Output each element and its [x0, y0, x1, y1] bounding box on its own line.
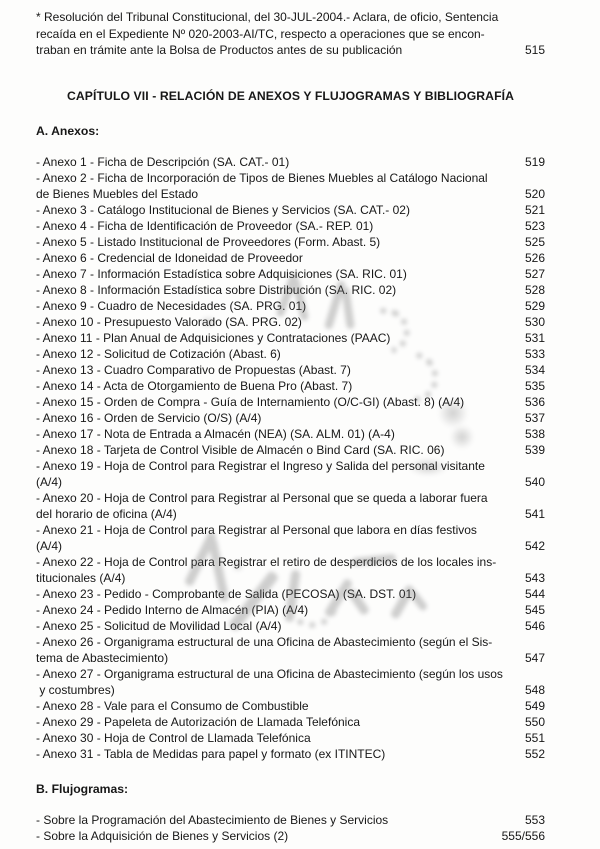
toc-entry-line: y costumbres)	[36, 682, 115, 697]
toc-entry	[36, 634, 545, 666]
page-number: 540	[524, 474, 545, 489]
toc-entry	[36, 330, 545, 346]
toc-entry	[36, 362, 545, 378]
page-number: 553	[524, 812, 545, 827]
toc-entry-line: - Anexo 6 - Credencial de Idoneidad de Proveedor	[36, 250, 303, 265]
toc-entry-text	[36, 346, 545, 362]
page-content	[36, 9, 545, 844]
page-number: 538	[524, 426, 545, 441]
toc-entry	[36, 378, 545, 394]
toc-entry-line: - Anexo 14 - Acta de Otorgamiento de Buena Pro (Abast. 7)	[36, 378, 353, 393]
toc-entry-text	[36, 730, 545, 746]
toc-entry	[36, 522, 545, 554]
toc-entry-text	[36, 828, 545, 844]
toc-entry-text	[36, 202, 545, 218]
toc-entry	[36, 410, 545, 426]
toc-entry	[36, 170, 545, 202]
page-number: 530	[524, 314, 545, 329]
toc-entry-line: - Anexo 7 - Información Estadística sobre Adquisiciones (SA. RIC. 01)	[36, 266, 407, 281]
page-number: 536	[524, 394, 545, 409]
toc-entry-line: - Anexo 22 - Hoja de Control para Registrar el retiro de desperdicios de los locales ins-	[36, 554, 497, 569]
page-number: 539	[524, 442, 545, 457]
toc-entry-text	[36, 666, 545, 698]
toc-entry-text	[36, 362, 545, 378]
toc-entry-text	[36, 490, 545, 522]
toc-entry-line: - Anexo 10 - Presupuesto Valorado (SA. PRG. 02)	[36, 314, 302, 329]
toc-entry	[36, 426, 545, 442]
toc-entry-text	[36, 586, 545, 602]
toc-section	[36, 123, 545, 762]
page-number: 552	[524, 746, 545, 761]
toc-entry	[36, 250, 545, 266]
page-number: 527	[524, 266, 545, 281]
toc-entry-text	[36, 314, 545, 330]
toc-entry-line: - Anexo 17 - Nota de Entrada a Almacén (NEA) (SA. ALM. 01) (A-4)	[36, 426, 395, 441]
page-number: 523	[524, 218, 545, 233]
toc-entry	[36, 218, 545, 234]
toc-entry-line: - Anexo 21 - Hoja de Control para Registrar al Personal que labora en días festivos	[36, 522, 477, 537]
footnote-line: traban en trámite ante la Bolsa de Productos antes de su publicación	[36, 43, 403, 57]
toc-entry-text	[36, 154, 545, 170]
toc-entry-text	[36, 618, 545, 634]
toc-entry	[36, 828, 545, 844]
chapter-heading: CAPÍTULO VII - RELACIÓN DE ANEXOS Y FLUJOGRAMAS Y BIBLIOGRAFÍA	[66, 88, 515, 103]
page-number: 549	[524, 698, 545, 713]
toc-entry	[36, 202, 545, 218]
toc-entry-text	[36, 298, 545, 314]
toc-entry	[36, 602, 545, 618]
page-number: 537	[524, 410, 545, 425]
toc-entry-line: - Anexo 9 - Cuadro de Necesidades (SA. PRG. 01)	[36, 298, 307, 313]
toc-entry-line: (A/4)	[36, 474, 63, 489]
section-heading: A. Anexos:	[36, 123, 100, 138]
toc-list	[36, 154, 545, 762]
page-number: 535	[524, 378, 545, 393]
page-number: 528	[524, 282, 545, 297]
toc-entry-text	[36, 266, 545, 282]
page-number: 544	[524, 586, 545, 601]
toc-entry	[36, 394, 545, 410]
page-number: 543	[524, 570, 545, 585]
toc-entry-line: - Anexo 23 - Pedido - Comprobante de Salida (PECOSA) (SA. DST. 01)	[36, 586, 417, 601]
toc-entry	[36, 618, 545, 634]
footnote-entry	[36, 9, 545, 59]
toc-entry-text	[36, 458, 545, 490]
toc-entry-line: - Anexo 11 - Plan Anual de Adquisiciones y Contrataciones (PAAC)	[36, 330, 391, 345]
toc-entry-line: - Anexo 26 - Organigrama estructural de una Oficina de Abastecimiento (según el Sis-	[36, 634, 493, 649]
toc-entry-text	[36, 812, 545, 828]
page-number: 521	[524, 202, 545, 217]
toc-entry-text	[36, 330, 545, 346]
toc-entry	[36, 442, 545, 458]
toc-entry	[36, 554, 545, 586]
footnote-line: * Resolución del Tribunal Constitucional, del 30-JUL-2004.- Aclara, de oficio, Sentencia	[36, 10, 499, 24]
toc-entry-text	[36, 554, 545, 586]
toc-entry-line: del horario de oficina (A/4)	[36, 506, 177, 521]
toc-entry-line: - Anexo 15 - Orden de Compra - Guía de Internamiento (O/C-GI) (Abast. 8) (A/4)	[36, 394, 465, 409]
toc-entry	[36, 314, 545, 330]
toc-entry-text	[36, 394, 545, 410]
toc-entry	[36, 666, 545, 698]
toc-entry	[36, 282, 545, 298]
page-number: 548	[524, 682, 545, 697]
toc-entry-text	[36, 282, 545, 298]
footnote-line: recaída en el Expediente Nº 020-2003-AI/TC, respecto a operaciones que se encon-	[36, 26, 485, 41]
page-number: 526	[524, 250, 545, 265]
toc-entry-line: - Anexo 5 - Listado Institucional de Proveedores (Form. Abast. 5)	[36, 234, 381, 249]
page-number: 519	[524, 154, 545, 169]
toc-entry-line: - Anexo 20 - Hoja de Control para Registrar al Personal que se queda a laborar fuera	[36, 490, 488, 505]
toc-entry	[36, 714, 545, 730]
toc-entry-line: - Anexo 1 - Ficha de Descripción (SA. CAT.- 01)	[36, 154, 290, 169]
page-number: 531	[524, 330, 545, 345]
toc-entry-line: - Anexo 8 - Información Estadística sobre Distribución (SA. RIC. 02)	[36, 282, 397, 297]
toc-entry	[36, 266, 545, 282]
page-number: 547	[524, 650, 545, 665]
toc-section	[36, 781, 545, 844]
toc-entry-line: - Anexo 3 - Catálogo Institucional de Bienes y Servicios (SA. CAT.- 02)	[36, 202, 410, 217]
toc-entry-line: - Anexo 4 - Ficha de Identificación de Proveedor (SA.- REP. 01)	[36, 218, 374, 233]
toc-entry-line: - Anexo 31 - Tabla de Medidas para papel y formato (ex ITINTEC)	[36, 746, 386, 761]
toc-entry-line: - Anexo 25 - Solicitud de Movilidad Local (A/4)	[36, 618, 282, 633]
page-number: 541	[524, 506, 545, 521]
toc-entry-line: - Anexo 13 - Cuadro Comparativo de Propuestas (Abast. 7)	[36, 362, 351, 377]
toc-entry-line: - Anexo 30 - Hoja de Control de Llamada Telefónica	[36, 730, 311, 745]
toc-entry-line: - Anexo 27 - Organigrama estructural de una Oficina de Abastecimiento (según los usos	[36, 666, 503, 681]
toc-entry-line: - Sobre la Programación del Abastecimiento de Bienes y Servicios	[36, 812, 389, 827]
toc-entry-line: - Anexo 12 - Solicitud de Cotización (Abast. 6)	[36, 346, 281, 361]
toc-entry	[36, 346, 545, 362]
toc-entry-line: - Anexo 19 - Hoja de Control para Registrar el Ingreso y Salida del personal visitante	[36, 458, 485, 473]
page-number: 550	[524, 714, 545, 729]
toc-entry	[36, 746, 545, 762]
toc-entry-text	[36, 714, 545, 730]
toc-entry-text	[36, 170, 545, 202]
page-number: 551	[524, 730, 545, 745]
toc-entry-text	[36, 698, 545, 714]
toc-entry	[36, 586, 545, 602]
toc-entry-text	[36, 250, 545, 266]
toc-entry-line: - Sobre la Adquisición de Bienes y Servicios (2)	[36, 828, 289, 843]
page-number: 529	[524, 298, 545, 313]
toc-entry-line: de Bienes Muebles del Estado	[36, 186, 199, 201]
toc-entry	[36, 698, 545, 714]
toc-entry-line: (A/4)	[36, 538, 63, 553]
toc-entry-line: - Anexo 24 - Pedido Interno de Almacén (PIA) (A/4)	[36, 602, 309, 617]
page-number: 555/556	[501, 828, 545, 843]
page-number: 533	[524, 346, 545, 361]
section-heading: B. Flujogramas:	[36, 781, 129, 796]
toc-entry	[36, 812, 545, 828]
toc-entry-line: - Anexo 2 - Ficha de Incorporación de Tipos de Bienes Muebles al Catálogo Nacional	[36, 170, 488, 185]
toc-entry-line: tema de Abastecimiento)	[36, 650, 169, 665]
toc-entry-text	[36, 634, 545, 666]
toc-entry-line: - Anexo 18 - Tarjeta de Control Visible de Almacén o Bind Card (SA. RIC. 06)	[36, 442, 445, 457]
toc-entry-text	[36, 746, 545, 762]
page-number: 515	[524, 43, 545, 57]
toc-entry-text	[36, 234, 545, 250]
toc-entry-text	[36, 218, 545, 234]
toc-entry-text	[36, 378, 545, 394]
page-number: 545	[524, 602, 545, 617]
toc-entry	[36, 730, 545, 746]
toc-list	[36, 812, 545, 844]
page-number: 520	[524, 186, 545, 201]
page-number: 546	[524, 618, 545, 633]
toc-entry	[36, 458, 545, 490]
toc-entry	[36, 298, 545, 314]
toc-entry	[36, 234, 545, 250]
toc-entry-line: - Anexo 29 - Papeleta de Autorización de Llamada Telefónica	[36, 714, 360, 729]
footnote-text	[36, 9, 545, 59]
toc-entry-text	[36, 410, 545, 426]
toc-entry-text	[36, 442, 545, 458]
toc-entry-text	[36, 426, 545, 442]
toc-entry-text	[36, 602, 545, 618]
toc-entry	[36, 154, 545, 170]
toc-entry-line: - Anexo 16 - Orden de Servicio (O/S) (A/4)	[36, 410, 262, 425]
toc-entry-text	[36, 522, 545, 554]
page-number: 525	[524, 234, 545, 249]
toc-entry-line: titucionales (A/4)	[36, 570, 126, 585]
toc-entry	[36, 490, 545, 522]
toc-entry-line: - Anexo 28 - Vale para el Consumo de Combustible	[36, 698, 309, 713]
page-number: 534	[524, 362, 545, 377]
page-number: 542	[524, 538, 545, 553]
